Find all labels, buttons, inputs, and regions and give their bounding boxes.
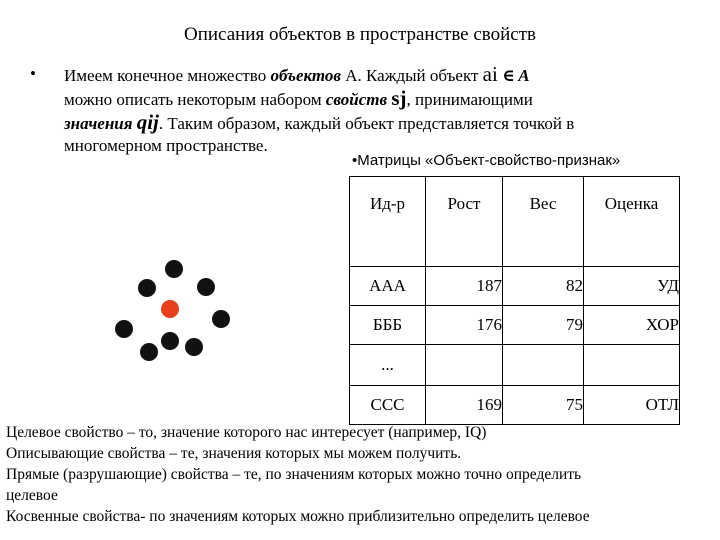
- note-line: Описывающие свойства – те, значения которых мы можем получить.: [6, 445, 462, 462]
- table-header-row: [350, 177, 680, 267]
- data-point: [115, 320, 133, 338]
- header-grade: Оценка: [584, 177, 680, 267]
- cell-id: БББ: [350, 306, 426, 345]
- cell-ellipsis: ...: [350, 345, 426, 386]
- cell-height: 187: [426, 267, 503, 306]
- table-row-ellipsis: [350, 345, 680, 386]
- note-line: Косвенные свойства- по значениям которых можно приблизительно определить целевое: [6, 508, 590, 525]
- data-point: [138, 279, 156, 297]
- table-row: [350, 306, 680, 345]
- cell-grade: ОТЛ: [584, 386, 680, 425]
- note-line: Прямые (разрушающие) свойства – те, по значениям которых можно точно определить: [6, 466, 582, 483]
- term-values: значения: [64, 114, 137, 133]
- term-ai: ai: [482, 62, 498, 86]
- matrix-heading: •Матрицы «Объект-свойство-признак»: [352, 152, 621, 169]
- para-text-3: можно описать некоторым набором: [64, 90, 326, 109]
- cell-id: ССС: [350, 386, 426, 425]
- note-line: целевое: [6, 487, 58, 504]
- data-point: [161, 332, 179, 350]
- term-sj: sj: [391, 86, 407, 110]
- term-objects: объектов: [270, 66, 342, 85]
- highlighted-point: [161, 300, 179, 318]
- cell-grade: УД: [584, 267, 680, 306]
- cell-weight: 82: [503, 267, 584, 306]
- data-point: [165, 260, 183, 278]
- para-text-5: . Таким образом, каждый объект представляется точкой в: [158, 114, 575, 133]
- definitions-notes: [6, 422, 711, 527]
- para-text-1: Имеем конечное множество: [64, 66, 271, 85]
- cell-grade: ХОР: [584, 306, 680, 345]
- cell-weight: 79: [503, 306, 584, 345]
- points-in-space-diagram: [108, 250, 248, 370]
- slide-title: Описания объектов в пространстве свойств: [183, 24, 537, 45]
- cell-weight: 75: [503, 386, 584, 425]
- data-point: [185, 338, 203, 356]
- para-text-2: A. Каждый объект: [341, 66, 483, 85]
- cell-empty: [426, 345, 503, 386]
- data-point: [212, 310, 230, 328]
- table-row: [350, 267, 680, 306]
- header-id: Ид-р: [350, 177, 426, 267]
- cell-empty: [503, 345, 584, 386]
- object-property-table: [349, 176, 680, 425]
- cell-id: ААА: [350, 267, 426, 306]
- term-properties: свойств: [325, 90, 388, 109]
- bullet-marker: •: [30, 64, 36, 83]
- data-point: [140, 343, 158, 361]
- note-line: Целевое свойство – то, значение которого нас интересует (например, IQ): [6, 424, 487, 441]
- data-point: [197, 278, 215, 296]
- intro-paragraph: [64, 63, 704, 157]
- cell-height: 169: [426, 386, 503, 425]
- header-weight: Вес: [503, 177, 584, 267]
- para-text-6: многомерном пространстве.: [64, 136, 268, 155]
- term-qij: qij: [136, 110, 159, 134]
- para-text-4: , принимающими: [406, 90, 533, 109]
- set-membership: ∈ A: [497, 66, 530, 85]
- cell-empty: [584, 345, 680, 386]
- cell-height: 176: [426, 306, 503, 345]
- header-height: Рост: [426, 177, 503, 267]
- table-row: [350, 386, 680, 425]
